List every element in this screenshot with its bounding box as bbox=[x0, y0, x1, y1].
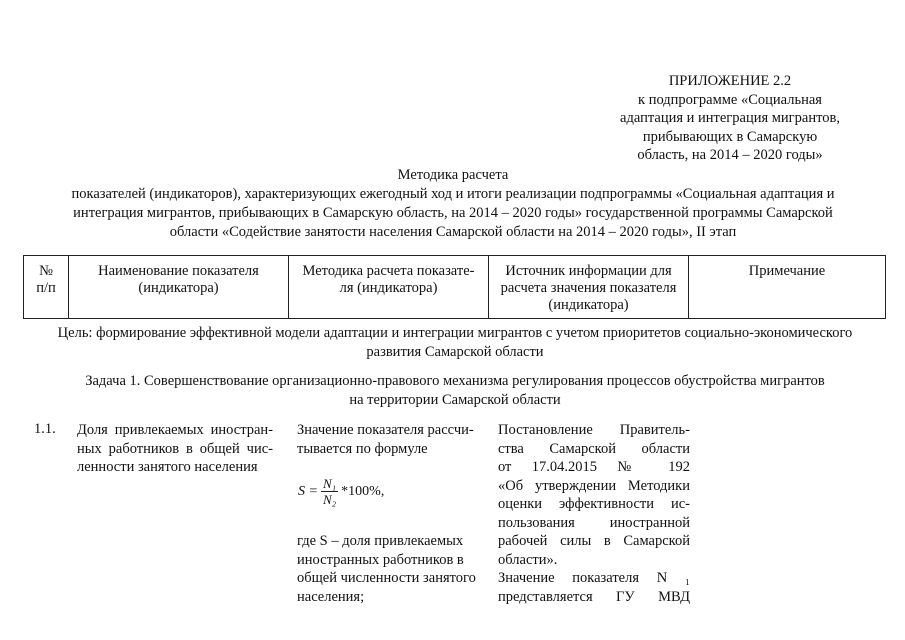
source-line: оценки эффективности ис- bbox=[498, 496, 690, 512]
header-text: Источник информации для bbox=[505, 263, 672, 279]
formula-lhs: S = bbox=[298, 483, 318, 499]
appendix-line: адаптация и интеграция мигрантов, bbox=[620, 110, 840, 126]
method-line: иностранных работников в bbox=[297, 551, 464, 568]
row-number: 1.1. bbox=[34, 421, 56, 437]
source-line: области». bbox=[498, 551, 558, 568]
appendix-title: ПРИЛОЖЕНИЕ 2.2 bbox=[668, 73, 792, 89]
header-text: ля (индикатора) bbox=[339, 280, 438, 296]
name-line: ных работников в общей чис- bbox=[77, 440, 273, 457]
header-text: расчета значения показателя bbox=[500, 280, 677, 296]
formula-rhs: *100%, bbox=[341, 483, 385, 499]
header-text: Наименование показателя bbox=[98, 263, 259, 279]
method-explanation bbox=[297, 532, 487, 606]
header-text: (индикатора) bbox=[138, 280, 219, 296]
formula-numerator: N₁ bbox=[322, 476, 337, 491]
task-line: на территории Самарской области bbox=[349, 392, 561, 408]
heading-line: области «Содействие занятости населения Самарской области на 2014 – 2020 годы», II этап bbox=[169, 224, 737, 240]
source-line: представляется ГУ МВД bbox=[498, 588, 690, 605]
table-header-row bbox=[24, 256, 886, 319]
appendix-line: к подпрограмме «Социальная bbox=[638, 91, 822, 108]
header-cell-note bbox=[689, 256, 886, 319]
source-line: Значение показателя N ₁ bbox=[498, 570, 690, 586]
task-statement bbox=[26, 372, 884, 410]
header-cell-number bbox=[24, 256, 69, 319]
document-heading bbox=[28, 166, 878, 242]
goal-statement bbox=[26, 324, 884, 362]
name-line: Доля привлекаемых иностран- bbox=[77, 422, 273, 438]
appendix-header bbox=[615, 72, 845, 165]
formula bbox=[298, 476, 384, 507]
source-line: рабочей силы в Самарской bbox=[498, 533, 690, 549]
goal-line: развития Самарской области bbox=[366, 344, 544, 360]
source-line: Постановление Правитель- bbox=[498, 422, 690, 438]
source-line: пользования иностранной bbox=[498, 514, 690, 531]
formula-denominator: N₂ bbox=[322, 492, 337, 507]
heading-line: показателей (индикаторов), характеризующих ежегодный ход и итоги реализации подпрограммы «Социальная адаптация и bbox=[71, 186, 835, 202]
indicator-name bbox=[77, 421, 273, 477]
method-line: Значение показателя рассчи- bbox=[297, 422, 474, 438]
appendix-line: прибывающих в Самарскую bbox=[642, 128, 818, 145]
method-line: общей численности занятого bbox=[297, 570, 476, 586]
formula-fraction bbox=[321, 476, 338, 507]
heading-line: интеграция мигрантов, прибывающих в Самарскую область, на 2014 – 2020 годы» государственной программы Самарской bbox=[73, 205, 833, 221]
method-line: населения; bbox=[297, 588, 365, 605]
source-line: от 17.04.2015 № 192 bbox=[498, 459, 690, 475]
header-cell-method bbox=[289, 256, 489, 319]
indicator-table-header bbox=[23, 255, 886, 319]
header-cell-name bbox=[69, 256, 289, 319]
goal-line: Цель: формирование эффективной модели адаптации и интеграции мигрантов с учетом приоритетов социально-экономического bbox=[57, 325, 853, 341]
method-line: где S – доля привлекаемых bbox=[297, 533, 464, 549]
task-line: Задача 1. Совершенствование организационно-правового механизма регулирования процессов обустройства мигрантов bbox=[85, 373, 825, 389]
header-text: Примечание bbox=[748, 263, 826, 279]
method-intro bbox=[297, 421, 491, 458]
header-text: № bbox=[39, 263, 53, 279]
header-text: п/п bbox=[36, 280, 56, 296]
document-title: Методика расчета bbox=[397, 167, 509, 183]
information-source bbox=[498, 421, 690, 606]
name-line: ленности занятого населения bbox=[77, 459, 258, 475]
source-line: ства Самарской области bbox=[498, 440, 690, 457]
source-line: «Об утверждении Методики bbox=[498, 477, 690, 494]
header-text: Методика расчета показате- bbox=[302, 263, 475, 279]
header-text: (индикатора) bbox=[548, 297, 629, 313]
appendix-line: область, на 2014 – 2020 годы» bbox=[637, 147, 823, 163]
method-line: тывается по формуле bbox=[297, 440, 428, 457]
header-cell-source bbox=[489, 256, 689, 319]
